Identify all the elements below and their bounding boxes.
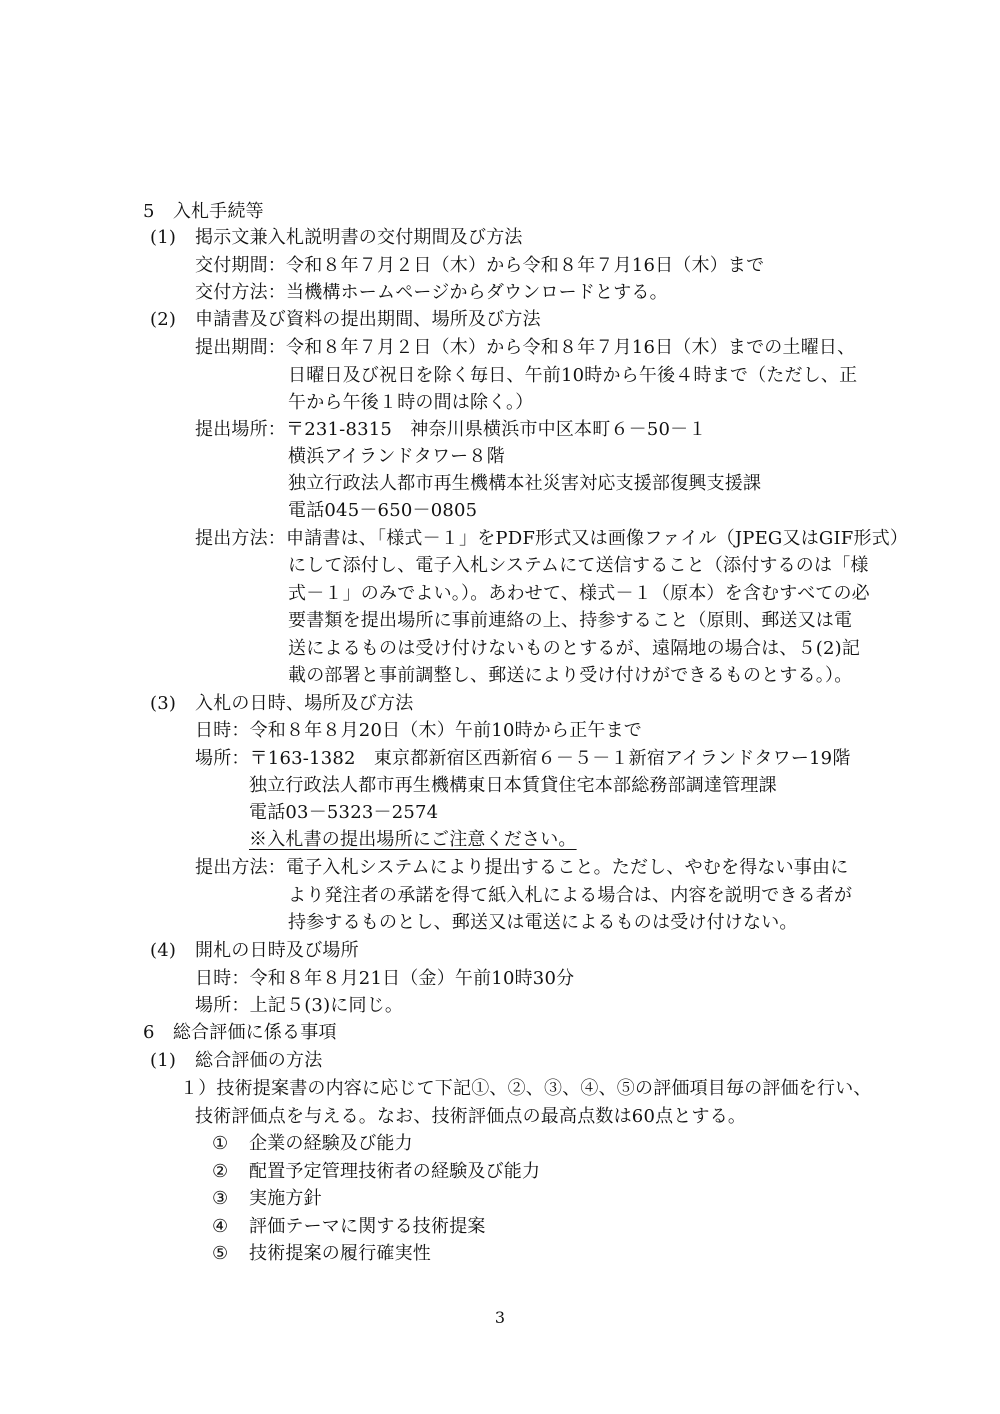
evaluation-item-line: １）技術提案書の内容に応じて下記①、②、③、④、⑤の評価項目毎の評価を行い、 (180, 1078, 872, 1099)
criterion-text: 企業の経験及び能力 (249, 1133, 413, 1154)
submission-period-line: 午から午後１時の間は除く。） (288, 392, 534, 413)
submission-period-line: 日曜日及び祝日を除く毎日、午前10時から午後４時まで（ただし、正 (288, 365, 858, 386)
submission-method-line: 要書類を提出場所に事前連絡の上、持参すること（原則、郵送又は電 (288, 610, 853, 631)
sub-1-title: 掲示文兼入札説明書の交付期間及び方法 (195, 227, 523, 248)
bid-datetime: 日時：令和８年８月20日（木）午前10時から正午まで (195, 720, 643, 741)
submission-method-line: 載の部署と事前調整し、郵送により受け付けができるものとする。）。 (288, 665, 853, 686)
sub-3-label: (3) (150, 693, 177, 714)
criterion-mark: ① (212, 1133, 229, 1154)
criterion-text: 実施方針 (249, 1188, 322, 1209)
section-5-heading: 5 入札手続等 (143, 201, 264, 222)
submission-method-line: 提出方法：申請書は、「様式－１」をPDF形式又は画像ファイル（JPEG又はGIF形式） (195, 528, 909, 549)
delivery-method: 交付方法：当機構ホームページからダウンロードとする。 (195, 282, 668, 303)
delivery-period: 交付期間：令和８年７月２日（木）から令和８年７月16日（木）まで (195, 255, 765, 276)
bid-place-line: 場所：〒163-1382 東京都新宿区西新宿６－５－１新宿アイランドタワー19階 (195, 748, 851, 769)
opening-datetime: 日時：令和８年８月21日（金）午前10時30分 (195, 968, 575, 989)
bid-place-line: 電話03－5323－2574 (249, 802, 439, 823)
evaluation-item-line: 技術評価点を与える。なお、技術評価点の最高点数は60点とする。 (195, 1106, 747, 1127)
bid-place-line: 独立行政法人都市再生機構東日本賃貸住宅本部総務部調達管理課 (249, 775, 777, 796)
sub-4-label: (4) (150, 940, 177, 961)
opening-place: 場所：上記５(3)に同じ。 (195, 995, 404, 1016)
submission-place-line: 電話045－650－0805 (288, 500, 478, 521)
submission-method-line: にして添付し、電子入札システムにて送信すること（添付するのは「様 (288, 555, 869, 576)
bid-method-line: 提出方法：電子入札システムにより提出すること。ただし、やむを得ない事由に (195, 857, 849, 878)
bid-method-line: より発注者の承諾を得て紙入札による場合は、内容を説明できる者が (288, 885, 853, 906)
bid-place-notice: ※入札書の提出場所にご注意ください。 (249, 829, 577, 850)
sub-4-title: 開札の日時及び場所 (195, 940, 359, 961)
submission-method-line: 送によるものは受け付けないものとするが、遠隔地の場合は、５(2)記 (288, 638, 861, 659)
submission-period-line: 提出期間：令和８年７月２日（木）から令和８年７月16日（木）までの土曜日、 (195, 337, 856, 358)
bid-method-line: 持参するものとし、郵送又は電送によるものは受け付けない。 (288, 912, 798, 933)
sub-2-label: (2) (150, 309, 177, 330)
criterion-mark: ③ (212, 1188, 229, 1209)
sec6-sub-1-title: 総合評価の方法 (195, 1050, 323, 1071)
submission-method-line: 式－１」のみでよい。）。あわせて、様式－１（原本）を含むすべての必 (288, 583, 870, 604)
criterion-text: 技術提案の履行確実性 (249, 1243, 431, 1264)
page-number: 3 (494, 1308, 506, 1327)
criterion-mark: ④ (212, 1216, 229, 1237)
criterion-mark: ⑤ (212, 1243, 229, 1264)
submission-place-line: 横浜アイランドタワー８階 (288, 446, 505, 467)
section-6-heading: 6 総合評価に係る事項 (143, 1022, 337, 1043)
sub-3-title: 入札の日時、場所及び方法 (195, 693, 414, 714)
submission-place-line: 提出場所：〒231-8315 神奈川県横浜市中区本町６－50－１ (195, 419, 707, 440)
criterion-text: 配置予定管理技術者の経験及び能力 (249, 1161, 541, 1182)
submission-place-line: 独立行政法人都市再生機構本社災害対応支援部復興支援課 (288, 473, 762, 494)
sub-2-title: 申請書及び資料の提出期間、場所及び方法 (195, 309, 541, 330)
sub-1-label: (1) (150, 227, 177, 248)
criterion-mark: ② (212, 1161, 229, 1182)
sec6-sub-1-label: (1) (150, 1050, 177, 1071)
criterion-text: 評価テーマに関する技術提案 (249, 1216, 486, 1237)
